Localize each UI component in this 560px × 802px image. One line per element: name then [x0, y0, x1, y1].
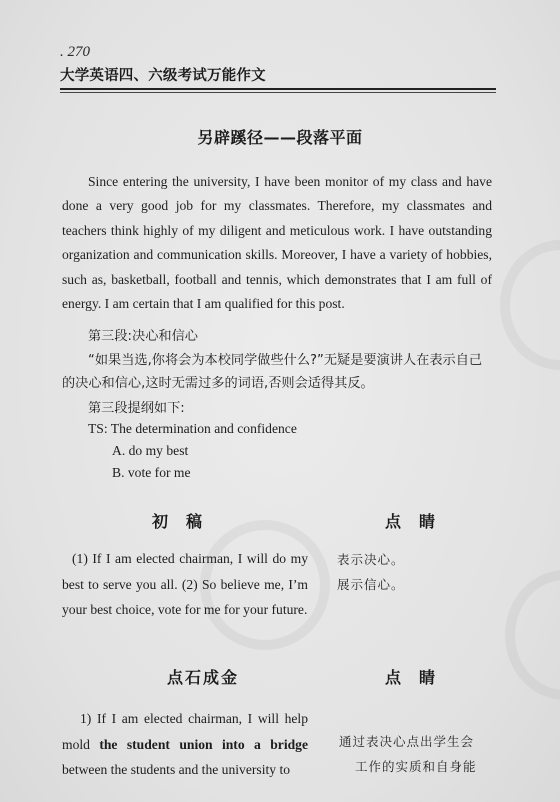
polished-heading: 点石成金: [167, 668, 240, 687]
polished-text-end: between the students and the university to: [62, 762, 291, 778]
topic-sentence-line: TS: The determination and confidence: [88, 421, 297, 436]
polished-text-bold: the student union into a bridge: [99, 736, 308, 752]
draft-comment-heading: 点睛: [385, 512, 454, 531]
running-header-book-title: 大学英语四、六级考试万能作文: [60, 68, 266, 84]
third-paragraph-heading: 第三段:决心和信心: [88, 329, 198, 344]
english-sample-paragraph: Since entering the university, I have been monitor of my class and have done a very good job for my classmates. Therefore, my classmates and teachers think highly of my diligent and meticulous work. I have outstanding organization and communication skills. Moreover, I have a variety of hobbies, such as, basketball, football and tennis, which demonstrates that I am full of energy. I am certain that I am qualified for this post.: [62, 174, 492, 312]
draft-note-confidence: 展示信心。: [337, 577, 405, 592]
header-rule-thin: [60, 92, 496, 93]
watermark-ring: [505, 570, 560, 700]
polished-note-line-1: 通过表决心点出学生会: [339, 734, 475, 749]
third-paragraph-explanation: “如果当选,你将会为本校同学做些什么?”无疑是要演讲人在表示自己的决心和信心,这时无需过多的词语,否则会适得其反。: [62, 353, 483, 391]
polished-note-line-2: 工作的实质和自身能: [355, 759, 477, 774]
header-rule: [60, 88, 496, 90]
polished-text: [62, 706, 308, 783]
watermark-ring: [500, 240, 560, 370]
outline-title: 第三段提纲如下:: [88, 401, 185, 416]
draft-text: (1) If I am elected chairman, I will do my best to serve you all. (2) So believe me, I’m your best choice, vote for me for your future.: [62, 551, 308, 618]
polished-comment-heading: 点睛: [385, 668, 454, 687]
polished-text-start: 1) If I am elected chairman, I will help mold: [62, 711, 308, 752]
outline-point-b: B. vote for me: [112, 465, 191, 480]
outline-point-a: A. do my best: [112, 443, 189, 458]
draft-note-determination: 表示决心。: [337, 552, 405, 567]
page-number: . 270: [60, 44, 90, 60]
section-title: 另辟蹊径——段落平面: [197, 128, 363, 147]
draft-heading: 初稿: [152, 512, 221, 531]
